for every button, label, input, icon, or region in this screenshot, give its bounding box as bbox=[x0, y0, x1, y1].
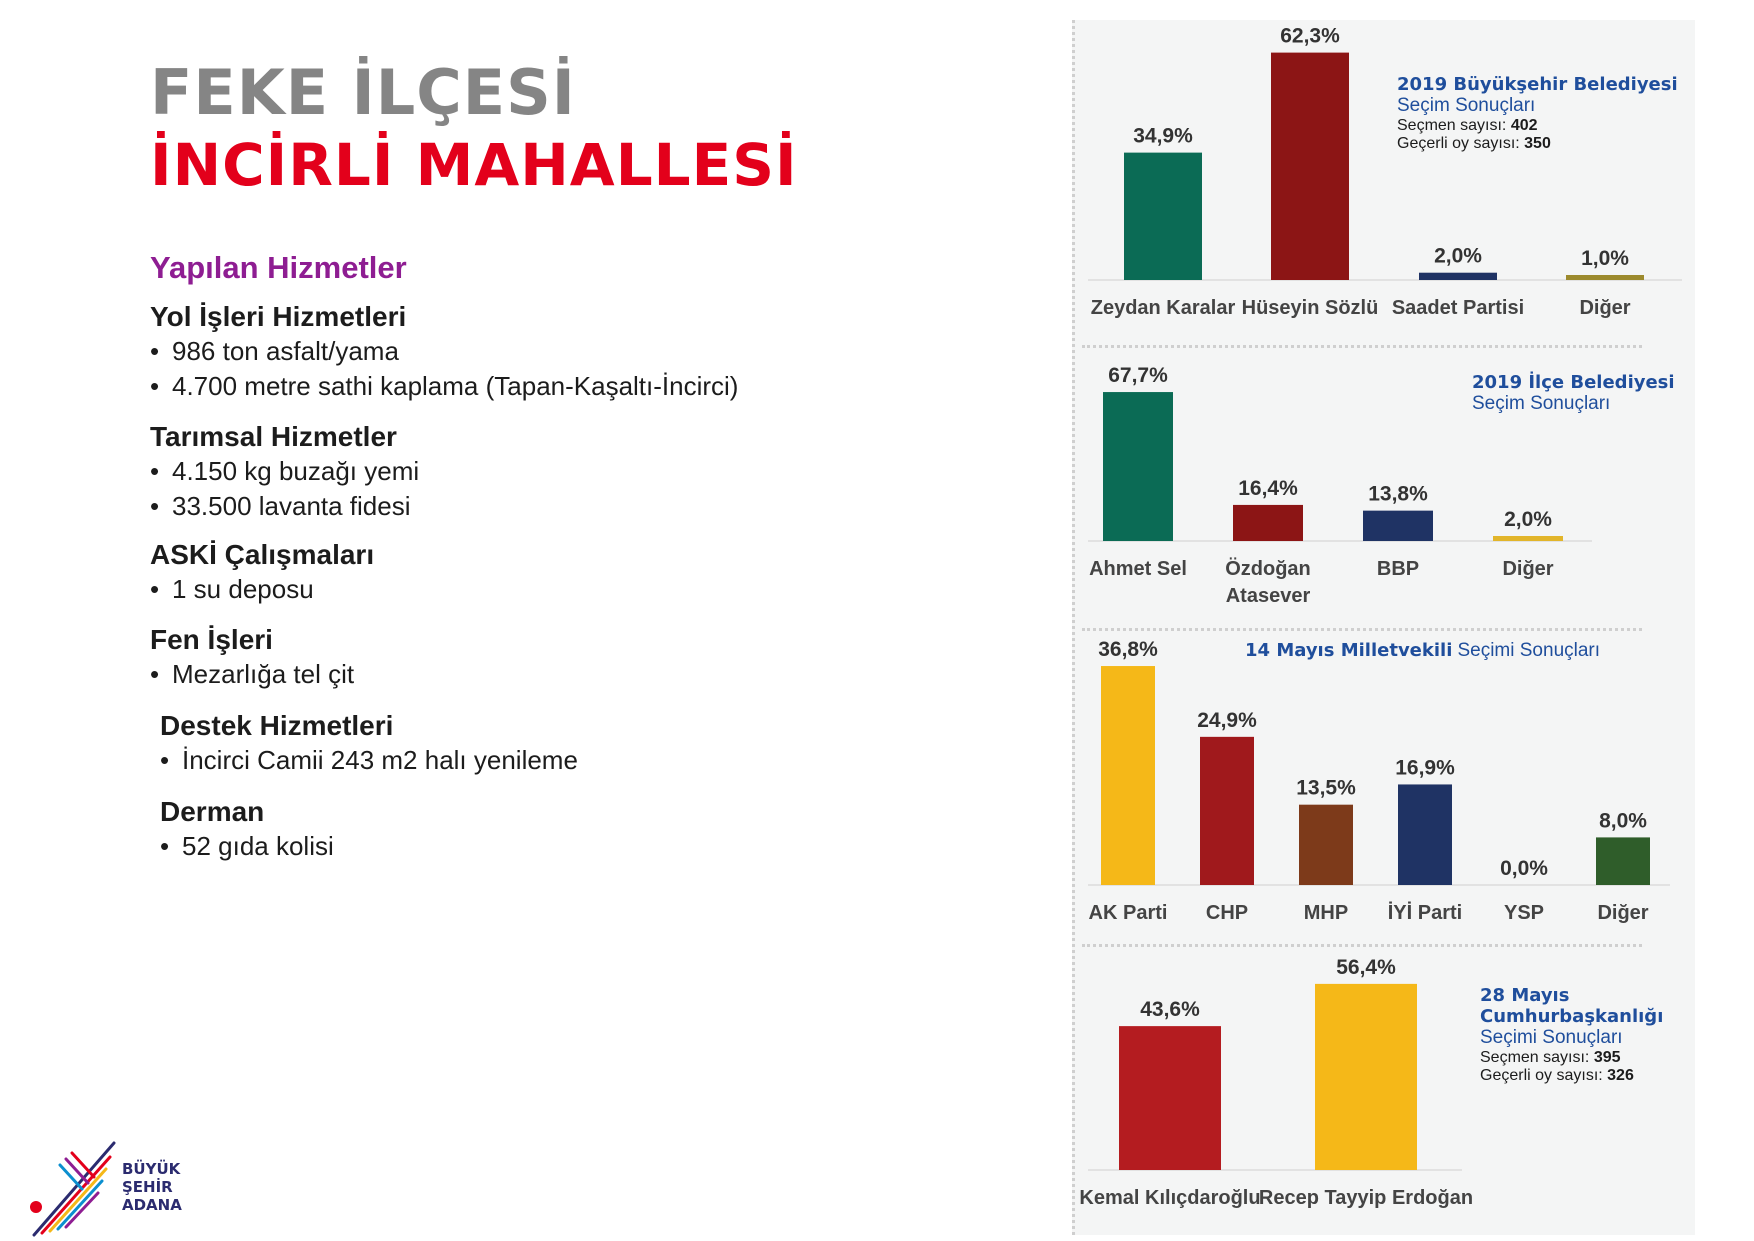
chart-title: 2019 Büyükşehir Belediyesi bbox=[1397, 74, 1678, 95]
service-item: • İncirci Camii 243 m2 halı yenileme bbox=[160, 743, 578, 778]
chart-annotation bbox=[1480, 985, 1663, 1085]
category-label: YSP bbox=[1503, 902, 1545, 924]
category-label: Recep Tayyip Erdoğan bbox=[1258, 1187, 1474, 1209]
data-label: 1,0% bbox=[1581, 247, 1629, 270]
logo-line: ADANA bbox=[122, 1196, 182, 1214]
district-title: FEKE İLÇESİ bbox=[150, 56, 576, 129]
category-label: Hüseyin Sözlü bbox=[1241, 297, 1379, 319]
service-group-title: Destek Hizmetleri bbox=[160, 710, 394, 741]
chart-annotation bbox=[1472, 372, 1675, 415]
category-label: Ahmet Sel bbox=[1089, 558, 1187, 580]
bar bbox=[1566, 275, 1644, 280]
valid-vote-value: 326 bbox=[1607, 1067, 1634, 1084]
logo-line: BÜYÜK bbox=[122, 1160, 181, 1178]
category-label: Diğer bbox=[1579, 297, 1631, 319]
data-label: 24,9% bbox=[1197, 708, 1257, 732]
data-label: 2,0% bbox=[1504, 508, 1552, 531]
data-label: 8,0% bbox=[1599, 809, 1647, 833]
chart-annotation bbox=[1397, 74, 1678, 153]
service-group-title: Yol İşleri Hizmetleri bbox=[150, 301, 407, 332]
service-item: • 33.500 lavanta fidesi bbox=[150, 489, 419, 524]
bar bbox=[1119, 1026, 1221, 1170]
service-item: • 1 su deposu bbox=[150, 572, 374, 607]
service-item: • 986 ton asfalt/yama bbox=[150, 334, 738, 369]
service-group-title: Derman bbox=[160, 796, 265, 827]
voter-count-label: Seçmen sayısı: bbox=[1397, 117, 1507, 134]
voter-count-label: Seçmen sayısı: bbox=[1480, 1049, 1590, 1066]
chart-title-line: 28 Mayıs bbox=[1480, 985, 1570, 1006]
category-label: Saadet Partisi bbox=[1391, 297, 1525, 319]
data-label: 56,4% bbox=[1336, 955, 1396, 979]
service-group-title: ASKİ Çalışmaları bbox=[150, 539, 375, 570]
category-label: Diğer bbox=[1597, 902, 1649, 924]
data-label: 13,5% bbox=[1296, 776, 1356, 800]
voter-count-value: 395 bbox=[1593, 1049, 1621, 1066]
chart-parliament-2023 bbox=[1088, 638, 1670, 924]
category-label: Özdoğan bbox=[1225, 558, 1311, 580]
services-heading: Yapılan Hizmetler bbox=[150, 250, 407, 285]
data-label: 67,7% bbox=[1108, 364, 1168, 388]
valid-vote-count bbox=[1480, 1067, 1663, 1085]
data-label: 43,6% bbox=[1140, 998, 1200, 1022]
chart-title-line: Cumhurbaşkanlığı bbox=[1480, 1006, 1664, 1027]
bar bbox=[1419, 273, 1497, 280]
category-label: Atasever bbox=[1225, 585, 1311, 607]
service-item: • 4.700 metre sathi kaplama (Tapan-Kaşaltı-İncirci) bbox=[150, 369, 738, 404]
bar bbox=[1363, 511, 1433, 541]
logo-line: ŞEHİR bbox=[122, 1178, 173, 1196]
chart-annotation bbox=[1245, 640, 1600, 662]
service-item: • Mezarlığa tel çit bbox=[150, 657, 354, 692]
bar bbox=[1398, 784, 1452, 885]
voter-count bbox=[1397, 117, 1678, 135]
neighborhood-title: İNCİRLİ MAHALLESİ bbox=[150, 131, 798, 199]
bar bbox=[1103, 392, 1173, 541]
bar bbox=[1299, 805, 1353, 885]
service-group-title: Tarımsal Hizmetler bbox=[150, 421, 397, 452]
bar bbox=[1271, 53, 1349, 280]
service-item: • 4.150 kg buzağı yemi bbox=[150, 454, 419, 489]
chart-title: 14 Mayıs Milletvekili bbox=[1245, 640, 1453, 661]
bar bbox=[1596, 837, 1650, 885]
bar bbox=[1315, 984, 1417, 1170]
data-label: 16,4% bbox=[1238, 476, 1298, 500]
data-label: 16,9% bbox=[1395, 756, 1455, 780]
voter-count bbox=[1480, 1049, 1663, 1067]
data-label: 2,0% bbox=[1434, 244, 1482, 268]
chart-title: 2019 İlçe Belediyesi bbox=[1472, 372, 1675, 393]
service-group-title: Fen İşleri bbox=[150, 624, 273, 655]
category-label: Zeydan Karalar bbox=[1090, 297, 1236, 319]
data-label: 34,9% bbox=[1133, 124, 1193, 148]
category-label: İYİ Parti bbox=[1387, 902, 1463, 924]
bar bbox=[1233, 505, 1303, 541]
data-label: 13,8% bbox=[1368, 482, 1428, 506]
chart-subtitle: Seçim Sonuçları bbox=[1472, 393, 1611, 414]
data-label: 0,0% bbox=[1500, 857, 1548, 880]
data-label: 62,3% bbox=[1280, 24, 1340, 48]
bar bbox=[1200, 737, 1254, 885]
valid-vote-count bbox=[1397, 135, 1678, 153]
service-item: • 52 gıda kolisi bbox=[160, 829, 334, 864]
category-label: CHP bbox=[1205, 902, 1249, 924]
data-label: 36,8% bbox=[1098, 638, 1158, 662]
voter-count-value: 402 bbox=[1510, 117, 1538, 134]
chart-subtitle: Seçimi Sonuçları bbox=[1480, 1027, 1623, 1048]
category-label: AK Parti bbox=[1088, 902, 1168, 924]
valid-vote-label: Geçerli oy sayısı: bbox=[1397, 135, 1520, 152]
valid-vote-label: Geçerli oy sayısı: bbox=[1480, 1067, 1603, 1084]
category-label: MHP bbox=[1303, 902, 1349, 924]
category-label: Diğer bbox=[1502, 558, 1554, 580]
bar bbox=[1101, 666, 1155, 885]
chart-subtitle: Seçim Sonuçları bbox=[1397, 95, 1536, 116]
category-label: BBP bbox=[1376, 558, 1420, 580]
bar bbox=[1124, 153, 1202, 280]
category-label: Kemal Kılıçdaroğlu bbox=[1079, 1187, 1261, 1209]
chart-presidential-2023 bbox=[1079, 956, 1473, 1209]
valid-vote-value: 350 bbox=[1524, 135, 1551, 152]
chart-metropolitan-2019 bbox=[1088, 25, 1682, 319]
bar bbox=[1493, 536, 1563, 541]
chart-subtitle: Seçimi Sonuçları bbox=[1457, 640, 1601, 661]
